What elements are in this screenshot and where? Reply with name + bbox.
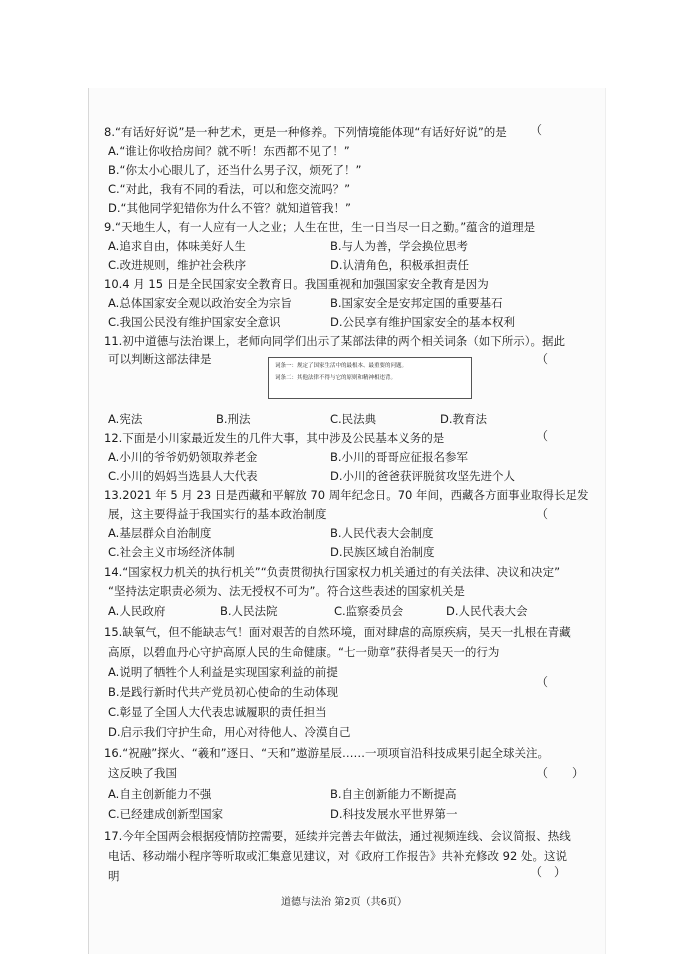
question-12-stem: 12.下面是小川家最近发生的几件大事，其中涉及公民基本义务的是 [104, 431, 445, 445]
question-11-option-a: A.宪法 [108, 412, 143, 426]
question-14-option-c: C.监察委员会 [334, 604, 404, 618]
question-10-stem: 10.4 月 15 日是全民国家安全教育日。我国重视和加强国家安全教育是因为 [104, 277, 489, 291]
question-11-stem: 11.初中道德与法治课上，老师向同学们出示了某部法律的两个相关词条（如下所示）。据此 [104, 334, 566, 348]
question-16-option-c: C.已经建成创新型国家 [108, 807, 224, 821]
question-14-option-b: B.人民法院 [220, 604, 278, 618]
question-9-option-b: B.与人为善，学会换位思考 [330, 239, 469, 253]
question-16-answer-bracket: （ ） [536, 766, 585, 780]
question-9-option-a: A.追求自由，体味美好人生 [108, 239, 246, 253]
question-15-answer-bracket: （ [536, 675, 549, 689]
question-13-option-d: D.民族区域自治制度 [330, 545, 435, 559]
question-15-option-d: D.启示我们守护生命，用心对待他人、冷漠自己 [108, 725, 351, 739]
question-11-stem-line2: 可以判断这部法律是 [108, 352, 212, 366]
question-10-option-a: A.总体国家安全观以政治安全为宗旨 [108, 296, 292, 310]
question-8-option-a: A.“谁让你收拾房间？就不听！东西都不见了！” [108, 144, 350, 158]
question-17-stem: 17.今年全国两会根据疫情防控需要，延续并完善去年做法，通过视频连线、会议简报、热线 [104, 829, 571, 843]
question-12-option-b: B.小川的哥哥应征报名参军 [330, 450, 469, 464]
question-11-option-c: C.民法典 [330, 412, 377, 426]
law-entries-box [268, 357, 472, 399]
question-13-stem-line2: 展，这主要得益于我国实行的基本政治制度 [108, 507, 327, 521]
question-11-option-b: B.刑法 [216, 412, 251, 426]
law-entry-1: 词条一：规定了国家生活中的最根本、最重要的问题。 [275, 363, 408, 369]
question-10-option-d: D.公民享有维护国家安全的基本权利 [330, 315, 516, 329]
question-15-option-a: A.说明了牺牲个人利益是实现国家利益的前提 [108, 665, 338, 679]
question-14-option-a: A.人民政府 [108, 604, 166, 618]
question-17-stem-line2: 电话、移动端小程序等听取或汇集意见建议，对《政府工作报告》共补充修改 92 处。这说 [108, 849, 567, 863]
question-13-stem: 13.2021 年 5 月 23 日是西藏和平解放 70 周年纪念日。70 年间，西藏各方面事业取得长足发 [104, 488, 589, 502]
question-15-stem-line2: 高原，以碧血丹心守护高原人民的生命健康。“七一勋章”获得者吴天一的行为 [108, 645, 500, 659]
question-13-option-b: B.人民代表大会制度 [330, 526, 434, 540]
question-13-option-a: A.基层群众自治制度 [108, 526, 212, 540]
question-8-option-c: C.“对此，我有不同的看法，可以和您交流吗？” [108, 182, 351, 196]
question-11-option-d: D.教育法 [440, 412, 488, 426]
question-14-stem-line2: “坚持法定职责必须为、法无授权不可为”。符合这些表述的国家机关是 [108, 584, 465, 598]
question-14-stem: 14.“国家权力机关的执行机关”“负责贯彻执行国家权力机关通过的有关法律、决议和决定” [104, 565, 561, 579]
question-15-option-b: B.是践行新时代共产党员初心使命的生动体现 [108, 685, 339, 699]
page-footer: 道德与法治 第2页（共6页） [281, 897, 407, 908]
question-16-stem: 16.“祝融”探火、“羲和”逐日、“天和”遨游星辰……一项项盲沿科技成果引起全球关注。 [104, 746, 550, 760]
question-8-option-d: D.“其他同学犯错你为什么不管？就知道管我！” [108, 201, 351, 215]
law-entry-2: 词条二：其他法律不得与它的原则和精神相违背。 [275, 375, 397, 381]
question-16-option-d: D.科技发展水平世界第一 [330, 807, 458, 821]
question-15-stem: 15.缺氧气，但不能缺志气！面对艰苦的自然环境，面对肆虐的高原疾病，吴天一扎根在青藏 [104, 625, 571, 639]
question-11-answer-bracket: （ [536, 352, 549, 366]
question-12-option-d: D.小川的爸爸获评脱贫攻坚先进个人 [330, 469, 516, 483]
question-12-answer-bracket: （ [536, 429, 549, 443]
question-16-stem-line2: 这反映了我国 [108, 766, 177, 780]
question-12-option-a: A.小川的爷爷奶奶领取养老金 [108, 450, 258, 464]
question-10-option-c: C.我国公民没有维护国家安全意识 [108, 315, 281, 329]
question-16-option-a: A.自主创新能力不强 [108, 787, 212, 801]
question-12-option-c: C.小川的妈妈当选县人大代表 [108, 469, 258, 483]
question-15-option-c: C.彰显了全国人大代表忠诚履职的责任担当 [108, 705, 327, 719]
question-13-answer-bracket: （ [536, 507, 549, 521]
question-13-option-c: C.社会主义市场经济体制 [108, 545, 235, 559]
question-8-stem: 8.“有话好好说”是一种艺术，更是一种修养。下列情境能体现“有话好好说”的是 [104, 125, 507, 139]
question-9-option-c: C.改进规则，维护社会秩序 [108, 258, 247, 272]
question-9-stem: 9.“天地生人，有一人应有一人之业；人生在世，生一日当尽一日之勤。”蕴含的道理是 [104, 220, 536, 234]
question-17-stem-line3: 明 [108, 869, 120, 883]
question-8-option-b: B.“你太小心眼儿了，还当什么男子汉，烦死了！” [108, 163, 362, 177]
question-17-answer-bracket: （ ） [530, 865, 567, 879]
question-9-option-d: D.认清角色，积极承担责任 [330, 258, 470, 272]
question-14-option-d: D.人民代表大会 [446, 604, 528, 618]
question-8-answer-bracket: （ [530, 123, 543, 137]
question-16-option-b: B.自主创新能力不断提高 [330, 787, 457, 801]
question-10-option-b: B.国家安全是安邦定国的重要基石 [330, 296, 503, 310]
